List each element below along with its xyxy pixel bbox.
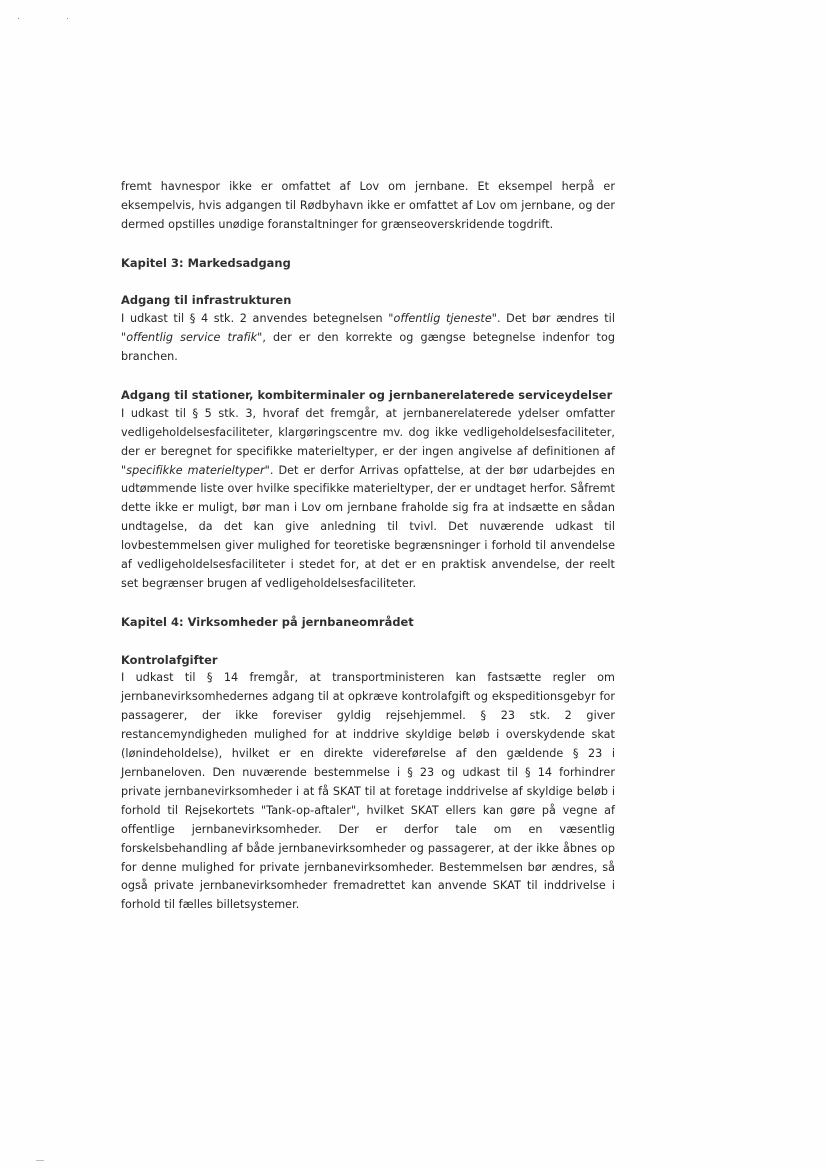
intro-paragraph: fremt havnespor ikke er omfattet af Lov om jernbane. Et eksempel herpå er eksempelvis, hvis adgangen til Rødbyhavn ikke er omfattet af Lov om jernbane, og der dermed opstilles unødige foranstaltninger for grænseoverskridende togdrift.	[121, 180, 615, 231]
quoted-term: "offentlig service trafik"	[121, 331, 263, 345]
section-infrastructure-heading: Adgang til infrastrukturen	[121, 293, 292, 308]
scan-mark-left	[18, 18, 19, 19]
document-body	[121, 178, 615, 915]
text-segment: I udkast til § 4 stk. 2 anvendes betegnelsen	[121, 312, 389, 326]
chapter-3-title: Kapitel 3: Markedsadgang	[121, 255, 291, 270]
section-stations-paragraph	[121, 405, 615, 594]
scan-mark-right	[67, 18, 68, 19]
text-segment: , der er den korrekte og gængse betegnelse indenfor tog branchen.	[121, 331, 615, 364]
scan-mark-bottom	[36, 1160, 44, 1161]
quoted-term: "specifikke materieltyper"	[121, 463, 270, 477]
text-segment: . Det er derfor Arrivas opfattelse, at der bør udarbejdes en udtømmende liste over hvilke specifikke materieltyper, der er undtaget herfor. Såfremt dette ikke er muligt, bør man i Lov om jernbane fraholde sig fra at indsætte en sådan undtagelse, da det kan give anledning til tvivl. Det nuværende udkast til lovbestemmelsen giver mulighed for teoretiske begrænsninger i forhold til anvendelse af vedligeholdelsesfaciliteter i stedet for, at det er en praktisk anvendelse, der reelt set begrænser brugen af vedligeholdelsesfaciliteter.	[121, 463, 615, 590]
text-segment: I udkast til § 5 stk. 3, hvoraf det fremgår, at jernbanerelaterede ydelser omfatter vedligeholdelsesfaciliteter, klargøringscentre mv. dog ikke vedligeholdelsesfaciliteter, der er beregnet for specifikke materieltyper, er der ingen angivelse af definitionen af	[121, 406, 615, 458]
text-segment: . Det bør ændres til	[496, 312, 616, 326]
section-stations-heading: Adgang til stationer, kombiterminaler og jernbanerelaterede serviceydelser	[121, 387, 613, 402]
section-control-fees-heading: Kontrolafgifter	[121, 652, 218, 667]
quoted-term: "offentlig tjeneste"	[388, 312, 497, 326]
section-control-fees-paragraph: I udkast til § 14 fremgår, at transportministeren kan fastsætte regler om jernbanevirksomhedernes adgang til at opkræve kontrolafgift og ekspeditionsgebyr for passagerer, der ikke foreviser gyldig rejsehjemmel. § 23 stk. 2 giver restancemyndigheden mulighed for at inddrive skyldige beløb i overskydende skat (lønindeholdelse), hvilket er en direkte videreførelse af den gældende § 23 i Jernbaneloven. Den nuværende bestemmelse i § 23 og udkast til § 14 forhindrer private jernbanevirksomheder i at få SKAT til at foretage inddrivelse af skyldige beløb i forhold til Rejsekortets "Tank-op-aftaler", hvilket SKAT ellers kan gøre på vegne af offentlige jernbanevirksomheder. Der er derfor tale om en væsentlig forskelsbehandling af både jernbanevirksomheder og passagerer, at der ikke åbnes op for denne mulighed for private jernbanevirksomheder. Bestemmelsen bør ændres, så også private jernbanevirksomheder fremadrettet kan anvende SKAT til inddrivelse i forhold til fælles billetsystemer.	[121, 671, 615, 912]
chapter-4-title: Kapitel 4: Virksomheder på jernbaneområdet	[121, 614, 414, 629]
section-infrastructure-paragraph	[121, 310, 615, 367]
